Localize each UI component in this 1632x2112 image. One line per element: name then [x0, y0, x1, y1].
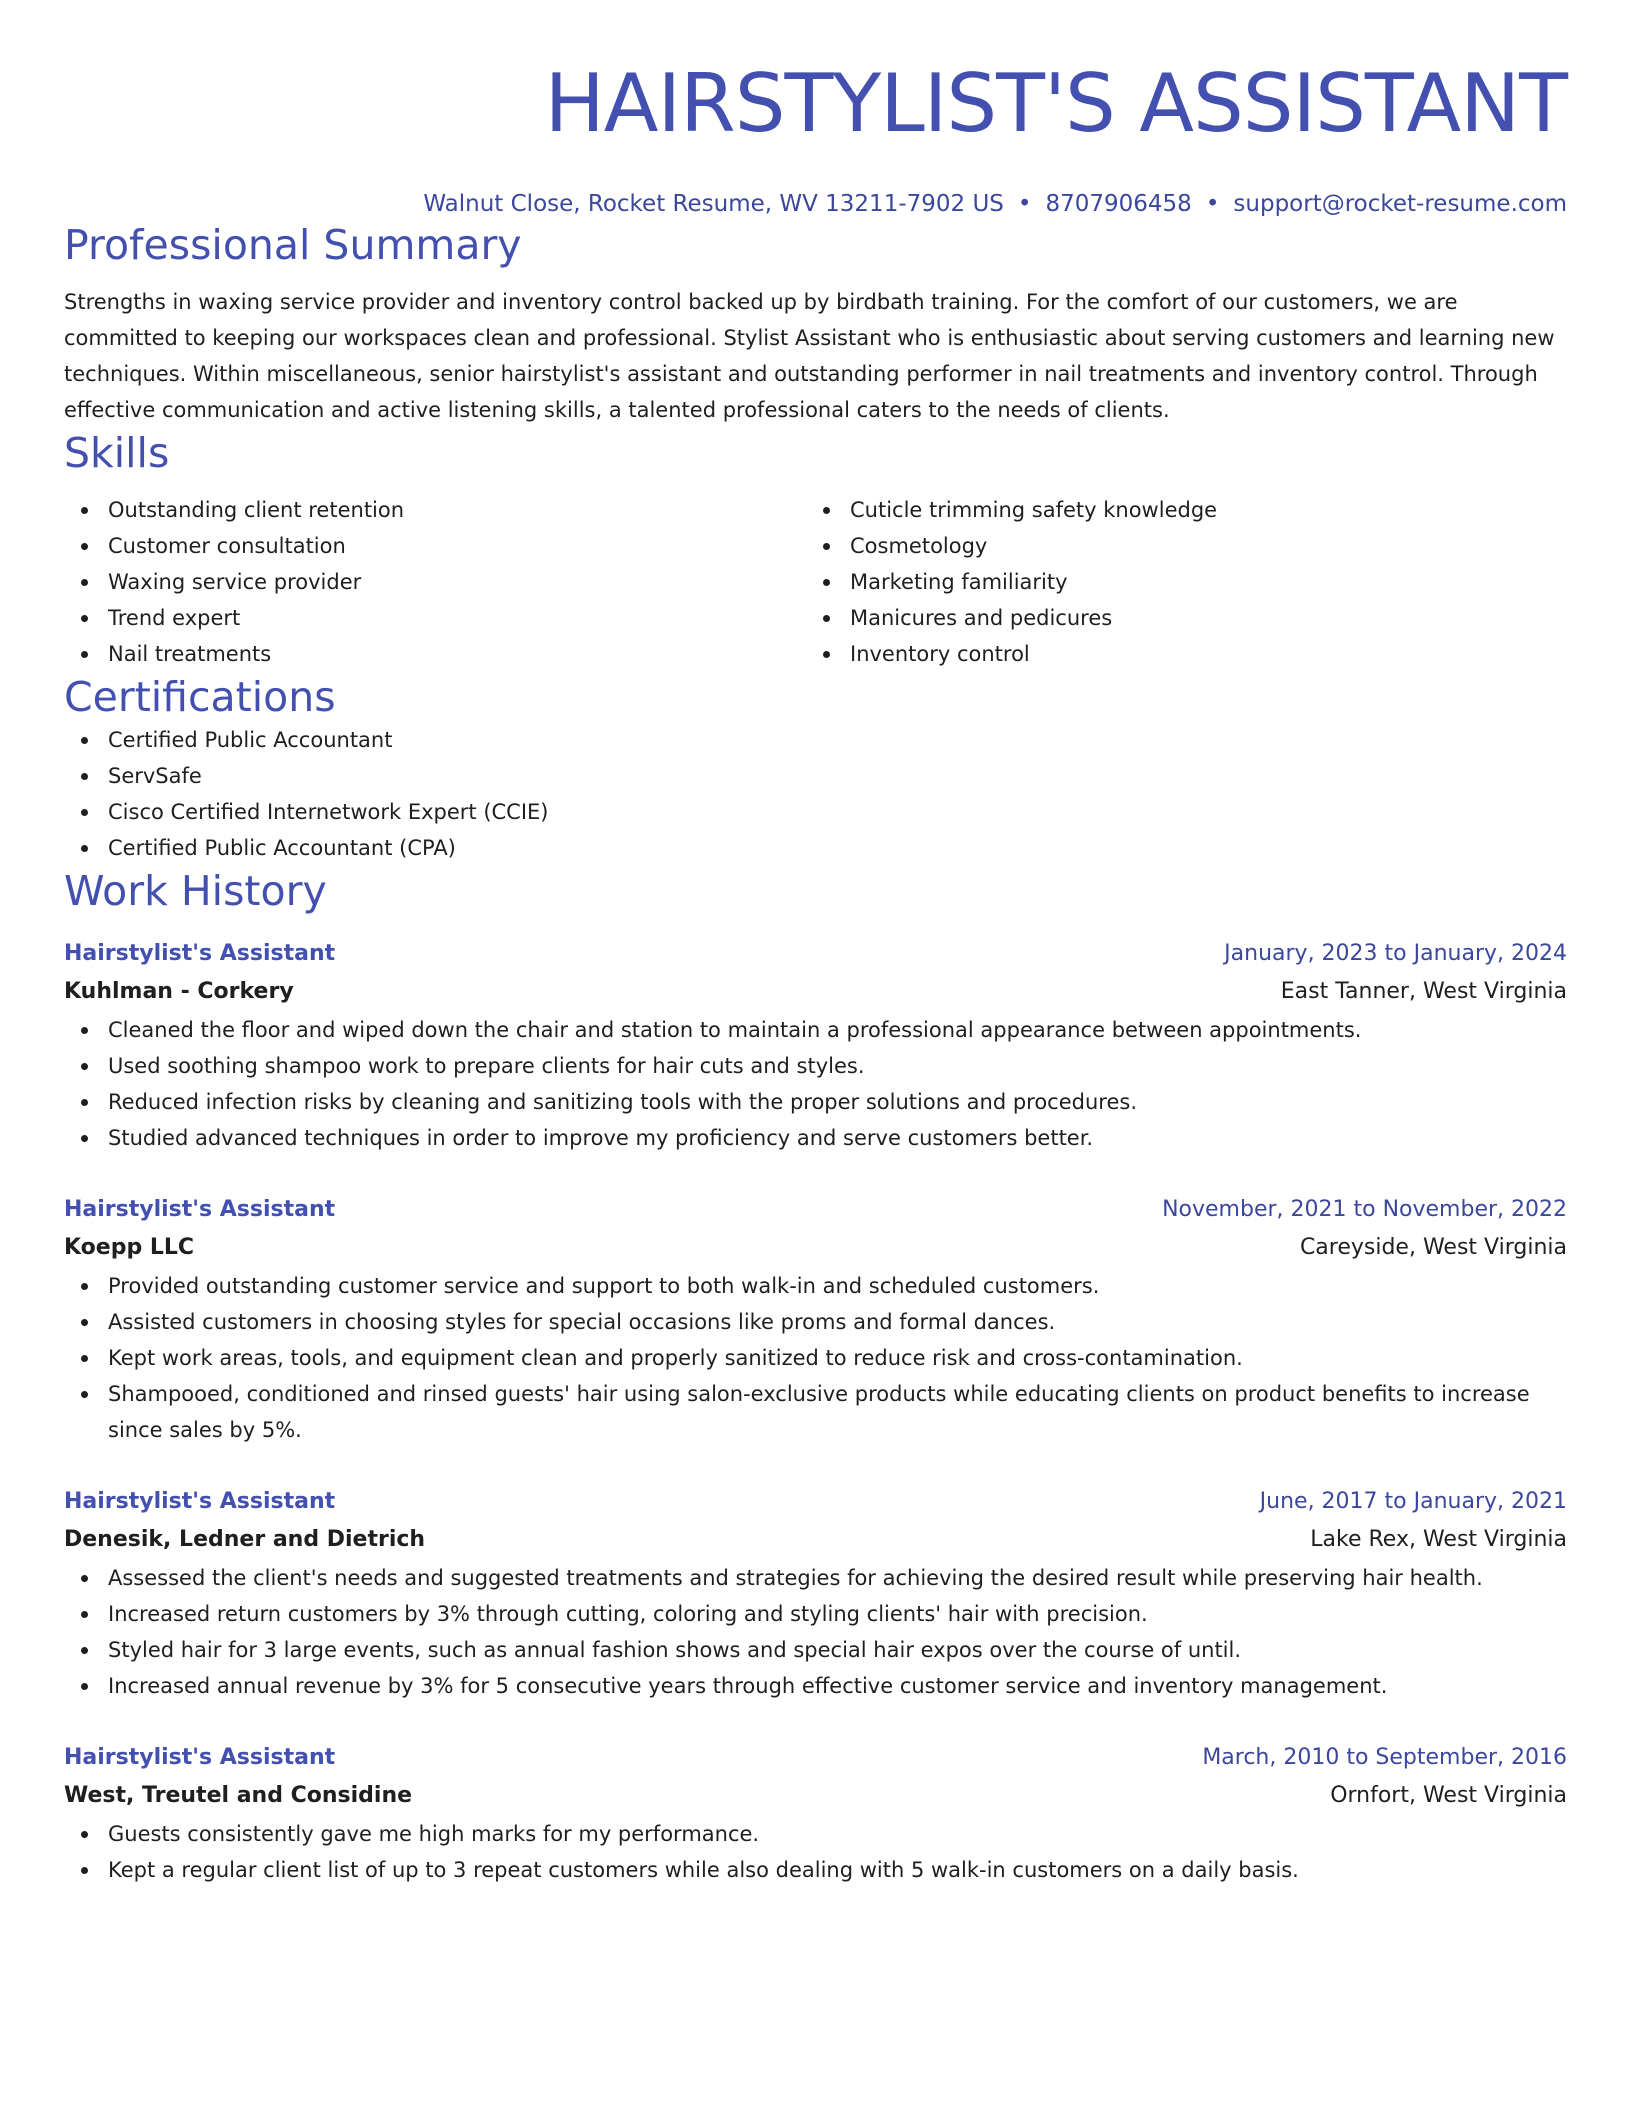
job-bullet: Reduced infection risks by cleaning and sanitizing tools with the proper solutions and procedures. [64, 1084, 1567, 1120]
resume-name: HAIRSTYLIST'S ASSISTANT [544, 57, 1567, 150]
skills-heading: Skills [64, 429, 170, 477]
skills-list-left [64, 492, 806, 672]
job-bullet: Cleaned the floor and wiped down the chair and station to maintain a professional appearance between appointments. [64, 1012, 1567, 1048]
job-company: Denesik, Ledner and Dietrich [64, 1527, 426, 1552]
job-company-row [64, 972, 1567, 1012]
job-entry [64, 1192, 1567, 1448]
job-company-row [64, 1776, 1567, 1816]
skill-item: Marketing familiarity [806, 564, 1548, 600]
skills-list-right [806, 492, 1548, 672]
job-title: Hairstylist's Assistant [64, 1745, 336, 1770]
job-entry [64, 936, 1567, 1156]
job-dates: November, 2021 to November, 2022 [1162, 1197, 1567, 1222]
skill-item: Cuticle trimming safety knowledge [806, 492, 1548, 528]
skill-item: Trend expert [64, 600, 806, 636]
job-company: West, Treutel and Considine [64, 1783, 413, 1808]
job-entry [64, 1740, 1567, 1888]
summary-text: Strengths in waxing service provider and inventory control backed up by birdbath training. For the comfort of our customers, we are committed to keeping our workspaces clean and professional. Stylist Assistant who is enthusiastic about serving customers and learning new techniques. Within miscellaneous, senior hairstylist's assistant and outstanding performer in nail treatments and inventory control. Through effective communication and active listening skills, a talented professional caters to the needs of clients. [64, 290, 1555, 422]
certification-item: ServSafe [64, 758, 1567, 794]
job-bullet-list [64, 1816, 1567, 1888]
job-bullet: Kept a regular client list of up to 3 repeat customers while also dealing with 5 walk-in customers on a daily basis. [64, 1852, 1567, 1888]
job-location: Lake Rex, West Virginia [1310, 1527, 1567, 1552]
job-title: Hairstylist's Assistant [64, 1197, 336, 1222]
skills-column-left [64, 492, 806, 672]
skill-item: Cosmetology [806, 528, 1548, 564]
job-company-row [64, 1228, 1567, 1268]
job-title-row [64, 1740, 1567, 1776]
contact-phone: 8707906458 [1045, 191, 1192, 217]
job-company: Kuhlman - Corkery [64, 979, 294, 1004]
job-bullet: Assessed the client's needs and suggested treatments and strategies for achieving the desired result while preserving hair health. [64, 1560, 1567, 1596]
work-history-heading: Work History [64, 867, 327, 915]
job-bullet: Increased return customers by 3% through cutting, coloring and styling clients' hair with precision. [64, 1596, 1567, 1632]
job-dates: January, 2023 to January, 2024 [1224, 941, 1567, 966]
certification-item: Certified Public Accountant [64, 722, 1567, 758]
skill-item: Inventory control [806, 636, 1548, 672]
job-entry [64, 1484, 1567, 1704]
skill-item: Waxing service provider [64, 564, 806, 600]
contact-separator: • [1205, 191, 1220, 217]
job-title-row [64, 1484, 1567, 1520]
job-dates: March, 2010 to September, 2016 [1202, 1745, 1567, 1770]
job-company: Koepp LLC [64, 1235, 195, 1260]
job-bullet: Guests consistently gave me high marks for my performance. [64, 1816, 1567, 1852]
job-title-row [64, 1192, 1567, 1228]
job-bullet-list [64, 1560, 1567, 1704]
job-bullet: Increased annual revenue by 3% for 5 consecutive years through effective customer service and inventory management. [64, 1668, 1567, 1704]
contact-email[interactable]: support@rocket-resume.com [1233, 191, 1567, 217]
certification-item: Cisco Certified Internetwork Expert (CCIE) [64, 794, 1567, 830]
certification-item: Certified Public Accountant (CPA) [64, 830, 1567, 866]
job-bullet-list [64, 1012, 1567, 1156]
summary-heading: Professional Summary [64, 221, 522, 269]
job-title: Hairstylist's Assistant [64, 1489, 336, 1514]
job-bullet: Studied advanced techniques in order to improve my proficiency and serve customers better. [64, 1120, 1567, 1156]
job-bullet: Styled hair for 3 large events, such as annual fashion shows and special hair expos over the course of until. [64, 1632, 1567, 1668]
job-bullet-list [64, 1268, 1567, 1448]
contact-separator: • [1017, 191, 1032, 217]
job-title-row [64, 936, 1567, 972]
skills-column-right [806, 492, 1548, 672]
job-bullet: Provided outstanding customer service and support to both walk-in and scheduled customers. [64, 1268, 1567, 1304]
skill-item: Customer consultation [64, 528, 806, 564]
job-location: Ornfort, West Virginia [1330, 1783, 1567, 1808]
job-location: East Tanner, West Virginia [1280, 979, 1567, 1004]
certifications-list [64, 722, 1567, 866]
contact-address: Walnut Close, Rocket Resume, WV 13211-7902 US [423, 191, 1004, 217]
job-location: Careyside, West Virginia [1299, 1235, 1567, 1260]
job-dates: June, 2017 to January, 2021 [1259, 1489, 1567, 1514]
job-bullet: Shampooed, conditioned and rinsed guests' hair using salon-exclusive products while educating clients on product benefits to increase since sales by 5%. [64, 1376, 1567, 1448]
skills-grid [64, 492, 1567, 672]
contact-line [64, 188, 1567, 220]
job-title: Hairstylist's Assistant [64, 941, 336, 966]
job-company-row [64, 1520, 1567, 1560]
job-bullet: Assisted customers in choosing styles for special occasions like proms and formal dances. [64, 1304, 1567, 1340]
skill-item: Manicures and pedicures [806, 600, 1548, 636]
certifications-heading: Certifications [64, 673, 336, 721]
skill-item: Nail treatments [64, 636, 806, 672]
resume-page [64, 0, 1567, 1888]
skill-item: Outstanding client retention [64, 492, 806, 528]
job-bullet: Used soothing shampoo work to prepare clients for hair cuts and styles. [64, 1048, 1567, 1084]
job-bullet: Kept work areas, tools, and equipment clean and properly sanitized to reduce risk and cross-contamination. [64, 1340, 1567, 1376]
